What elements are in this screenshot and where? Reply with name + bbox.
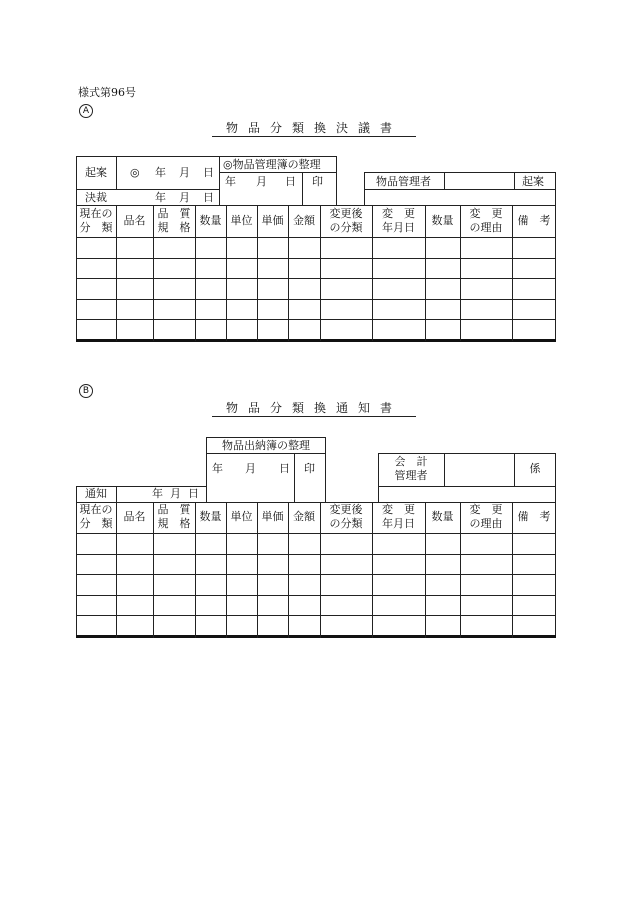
b-ledger-seal: 印 (304, 462, 315, 475)
b-col-remarks: 備 考 (517, 510, 551, 523)
b-col-current-class: 現在の (79, 503, 113, 516)
a-col-amount: 金額 (293, 214, 315, 227)
a-col-reason: 変 更 (469, 207, 503, 220)
section-b-marker: B (79, 384, 93, 398)
a-kessai-month: 月 (179, 191, 190, 204)
b-col-new-class-2: の分類 (329, 517, 363, 530)
b-tsuchi-label: 通知 (85, 487, 107, 500)
b-ledger-day: 日 (279, 462, 290, 475)
b-accounting-label-2: 管理者 (394, 469, 428, 482)
a-kian-label: 起案 (85, 166, 107, 179)
b-ledger-month: 月 (245, 462, 256, 475)
a-kessai-label: 決裁 (85, 191, 107, 204)
a-col-remarks: 備 考 (517, 214, 551, 227)
a-manager-label: 物品管理者 (376, 175, 431, 188)
a-col-quality-2: 規 格 (157, 221, 191, 234)
b-col-amount: 金額 (293, 510, 315, 523)
a-col-item-name: 品名 (123, 214, 146, 227)
b-accounting-label: 会 計 (394, 455, 428, 468)
b-tsuchi-day: 日 (188, 487, 199, 500)
a-col-quantity-after: 数量 (431, 214, 454, 227)
b-col-item-name: 品名 (123, 510, 146, 523)
a-col-quality: 品 質 (157, 207, 191, 220)
a-kessai-day: 日 (203, 191, 214, 204)
a-kessai-year: 年 (155, 191, 166, 204)
b-tsuchi-month: 月 (170, 487, 181, 500)
b-ledger-header: 物品出納簿の整理 (222, 439, 310, 452)
section-a-marker: A (79, 104, 93, 118)
a-double-circle: ◎ (130, 166, 140, 179)
b-col-quality-2: 規 格 (157, 517, 191, 530)
b-col-quality: 品 質 (157, 503, 191, 516)
b-col-unit: 単位 (230, 510, 253, 523)
a-col-current-class: 現在の (79, 207, 113, 220)
a-ledger-seal: 印 (312, 175, 323, 188)
b-col-change-date-2: 年月日 (382, 517, 415, 530)
a-col-change-date-2: 年月日 (382, 221, 415, 234)
a-ledger-year: 年 (225, 175, 236, 188)
b-kakari-label: 係 (529, 462, 541, 475)
a-kian-day: 日 (203, 166, 214, 179)
a-col-new-class-2: の分類 (329, 221, 363, 234)
b-col-reason: 変 更 (469, 503, 503, 516)
a-kian-right: 起案 (522, 175, 544, 188)
section-b-title: 物品分類換通知書 (212, 400, 416, 417)
a-col-change-date: 変 更 (382, 207, 415, 220)
b-col-reason-2: の理由 (469, 517, 503, 530)
a-col-unit-price: 単価 (261, 214, 284, 227)
a-ledger-day: 日 (285, 175, 296, 188)
a-col-new-class: 変更後 (329, 207, 363, 220)
a-kian-month: 月 (179, 166, 190, 179)
b-col-new-class: 変更後 (329, 503, 363, 516)
a-ledger-month: 月 (256, 175, 267, 188)
b-col-quantity-after: 数量 (431, 510, 454, 523)
a-ledger-header: ◎物品管理簿の整理 (223, 158, 321, 171)
b-col-change-date: 変 更 (382, 503, 415, 516)
form-number: 様式第96号 (78, 86, 136, 99)
b-ledger-year: 年 (212, 462, 223, 475)
a-col-reason-2: の理由 (469, 221, 503, 234)
b-tsuchi-year: 年 (152, 487, 163, 500)
b-col-current-class-2: 分 類 (79, 517, 113, 530)
a-kian-year: 年 (155, 166, 166, 179)
b-col-quantity: 数量 (199, 510, 222, 523)
section-a-title: 物品分類換決議書 (212, 120, 416, 137)
b-col-unit-price: 単価 (261, 510, 284, 523)
a-col-quantity: 数量 (199, 214, 222, 227)
a-col-unit: 単位 (230, 214, 253, 227)
a-col-current-class-2: 分 類 (79, 221, 113, 234)
